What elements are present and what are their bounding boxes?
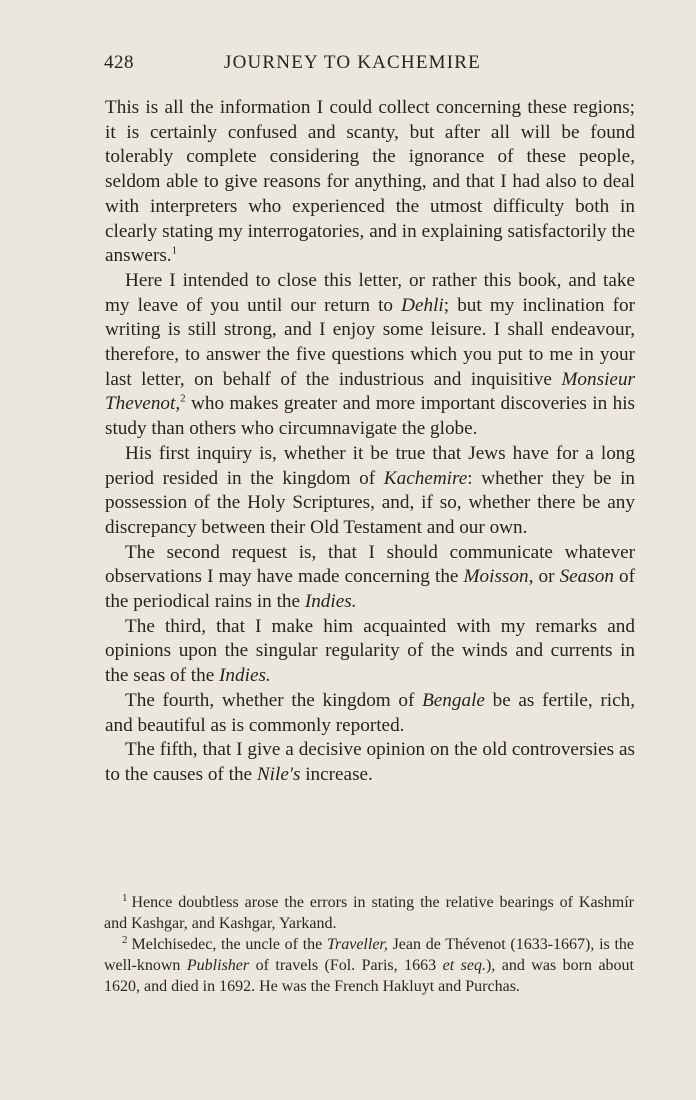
- place-name-indies: Indies.: [304, 591, 357, 613]
- footnote-2-text-d: ), and was born about 1620, and died in 1692. He was the French Hakluyt and Purchas.: [104, 957, 634, 995]
- paragraph-6-text-b: be as fertile, rich, and beautiful as is commonly reported.: [105, 689, 635, 736]
- paragraph-4: [105, 541, 635, 615]
- paragraph-7-text-a: The fifth, that I give a decisive opinion on the old controversies as to the causes of the: [105, 739, 635, 785]
- term-season: Season: [559, 566, 614, 588]
- paragraph-3: [105, 442, 635, 541]
- paragraph-6-text-a: The fourth, whether the kingdom of: [125, 689, 423, 711]
- place-name-kachemire: Kachemire: [383, 467, 468, 489]
- footnote-2-text-a: Melchisedec, the uncle of the: [131, 936, 327, 953]
- term-publisher: Publisher: [186, 957, 250, 974]
- footnotes: [104, 892, 634, 997]
- paragraph-7: [105, 738, 635, 787]
- paragraph-3-text-a: His first inquiry is, whether it be true that Jews have for a long period resided in the kingdom of: [105, 442, 635, 489]
- paragraph-2-text-c: who makes greater and more important discoveries in his study than others who circumnavigate the globe.: [105, 393, 635, 440]
- place-name-dehli: Dehli: [401, 294, 444, 316]
- place-name-bengale: Bengale: [422, 689, 485, 711]
- running-header: [104, 52, 634, 78]
- page-number: 428: [104, 52, 134, 73]
- paragraph-2-text-a: Here I intended to close this letter, or rather this book, and take my leave of you until our return to: [105, 269, 635, 316]
- running-title: JOURNEY TO KACHEMIRE: [224, 52, 481, 73]
- footnote-marker-2: 2: [122, 933, 128, 946]
- paragraph-4-text-a: The second request is, that I should communicate whatever observations I may have made concerning the: [105, 541, 635, 588]
- footnote-1: [104, 892, 634, 934]
- paragraph-6: [105, 689, 635, 738]
- paragraph-4-text-b: or: [533, 566, 560, 588]
- term-moisson: Moisson,: [463, 566, 534, 588]
- paragraph-1-text: This is all the information I could collect concerning these regions; it is certainly confused and scanty, but after all will be found tolerably complete considering the ignorance of these people, seldom able to give reasons for anything, and that I had also to deal with interpreters who experienced the utmost difficulty both in clearly stating my interrogatories, and in explaining satisfactorily the answers.: [105, 97, 635, 267]
- footnote-2: [104, 934, 634, 997]
- paragraph-2-text-b: ; but my inclination for writing is still strong, and I enjoy some leisure. I shall endeavour, therefore, to answer the five questions which you put to me in your last letter, on behalf of the industrious and inquisitive: [105, 294, 635, 390]
- footnote-2-text-c: of travels (Fol. Paris, 1663: [249, 957, 443, 974]
- paragraph-3-text-b: : whether they be in possession of the Holy Scriptures, and, if so, whether there be any discrepancy between their Old Testament and our own.: [105, 467, 636, 538]
- footnote-1-text: Hence doubtless arose the errors in stating the relative bearings of Kashmír and Kashgar, and Kashgar, Yarkand.: [104, 894, 634, 932]
- person-name-thevenot: Monsieur Thevenot,: [105, 368, 635, 415]
- paragraph-5: [105, 615, 635, 689]
- term-traveller: Traveller,: [326, 936, 388, 953]
- term-et-seq: et seq.: [442, 957, 486, 974]
- paragraph-7-text-b: increase.: [300, 763, 373, 785]
- paragraph-2: [105, 269, 635, 442]
- footnote-marker-1: 1: [122, 891, 128, 904]
- footnote-ref-2: 2: [180, 393, 186, 406]
- place-name-nile: Nile's: [256, 763, 301, 785]
- footnote-ref-1: 1: [171, 244, 178, 257]
- place-name-indies: Indies.: [219, 665, 271, 687]
- paragraph-1: [105, 96, 635, 269]
- body-text: [105, 96, 635, 788]
- footnote-2-text-b: Jean de Thévenot (1633-1667), is the well-known: [104, 936, 635, 974]
- paragraph-4-text-c: of the periodical rains in the: [105, 566, 636, 613]
- paragraph-5-text-a: The third, that I make him acquainted with my remarks and opinions upon the singular regularity of the winds and currents in the seas of the: [105, 615, 635, 687]
